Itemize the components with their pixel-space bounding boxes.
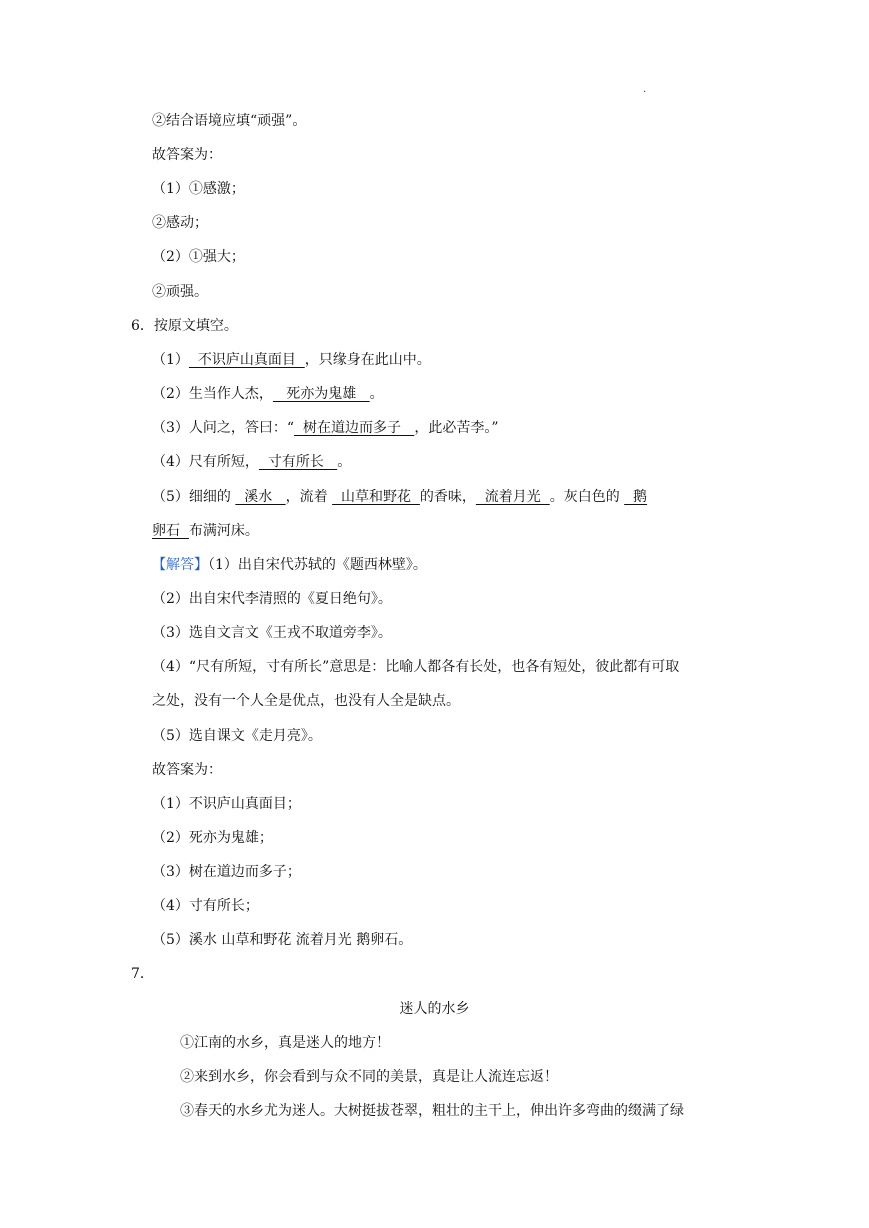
item-prefix: （5）细细的: [152, 489, 236, 505]
answer-blank: 不识庐山真面目: [188, 352, 305, 368]
fill-item-4: [152, 452, 351, 472]
answer-line: （1）①感激；: [152, 181, 245, 197]
passage-paragraph: ②来到水乡，你会看到与众不同的美景，真是让人流连忘返！: [180, 1069, 558, 1085]
item-suffix: 布满河床。: [188, 523, 259, 539]
answer-line: （5）溪水 山草和野花 流着月光 鹅卵石。: [152, 932, 413, 948]
answer-line: 故答案为：: [152, 147, 222, 163]
solution-line: （3）选自文言文《王戎不取道旁李》。: [152, 625, 392, 641]
answer-line: （3）树在道边而多子；: [152, 864, 301, 880]
solution-line: （4）“尺有所短，寸有所长”意思是：比喻人都各有长处，也各有短处，彼此都有可取: [152, 659, 680, 675]
answer-blank: 鹅: [624, 489, 648, 505]
answer-blank: 死亦为鬼雄: [272, 386, 370, 402]
fill-item-2: [152, 384, 384, 404]
solution-line: （2）出自宋代李清照的《夏日绝句》。: [152, 591, 392, 607]
solution-line: [152, 555, 427, 575]
question-7-number: 7．: [131, 966, 154, 982]
item-prefix: （4）尺有所短，: [152, 454, 259, 470]
answer-blank: 流着月光: [475, 489, 550, 505]
passage-paragraph: ③春天的水乡尤为迷人。大树挺拔苍翠，粗壮的主干上，伸出许多弯曲的缀满了绿: [180, 1103, 684, 1119]
answer-line: （2）死亦为鬼雄；: [152, 830, 273, 846]
solution-tag: 【解答】: [152, 557, 208, 573]
question-number: 6．: [131, 318, 154, 334]
solution-text: （1）出自宋代苏轼的《题西林壁》。: [208, 557, 427, 573]
item-prefix: （2）生当作人杰，: [152, 386, 273, 402]
item-text: 的香味，: [419, 489, 476, 505]
item-suffix: 。: [337, 454, 352, 470]
item-suffix: 。: [369, 386, 384, 402]
solution-line: （5）选自课文《走月亮》。: [152, 728, 322, 744]
answer-blank: 寸有所长: [258, 454, 338, 470]
answer-blank: 树在道边而多子: [294, 420, 415, 436]
item-text: ，流着: [285, 489, 333, 505]
fill-item-1: [152, 350, 431, 370]
passage-title: 迷人的水乡: [399, 1001, 470, 1017]
answer-line: ②结合语境应填“顽强”。: [152, 113, 307, 129]
answer-blank: 卵石: [152, 523, 189, 539]
item-suffix: ，此必苦李。”: [414, 420, 499, 436]
answer-line: （4）寸有所长；: [152, 898, 259, 914]
solution-line: 之处，没有一个人全是优点，也没有人全是缺点。: [152, 693, 460, 709]
question-6-heading: [131, 316, 238, 336]
item-prefix: （1）: [152, 352, 189, 368]
answer-line: （2）①强大；: [152, 249, 245, 265]
answer-line: ②顽强。: [152, 284, 208, 300]
fill-item-3: [152, 418, 499, 438]
item-suffix: ，只缘身在此山中。: [304, 352, 431, 368]
answer-line: （1）不识庐山真面目；: [152, 796, 301, 812]
question-prompt: 按原文填空。: [153, 318, 238, 334]
answer-blank: 山草和野花: [332, 489, 420, 505]
item-text: 。灰白色的: [549, 489, 625, 505]
page-marker: .: [643, 84, 647, 95]
answer-line: 故答案为：: [152, 762, 222, 778]
answer-blank: 溪水: [235, 489, 286, 505]
answer-line: ②感动；: [152, 215, 208, 231]
item-prefix: （3）人问之，答曰：“: [152, 420, 295, 436]
fill-item-5-continued: [152, 521, 259, 541]
fill-item-5: [152, 487, 647, 507]
passage-paragraph: ①江南的水乡，真是迷人的地方！: [180, 1035, 390, 1051]
